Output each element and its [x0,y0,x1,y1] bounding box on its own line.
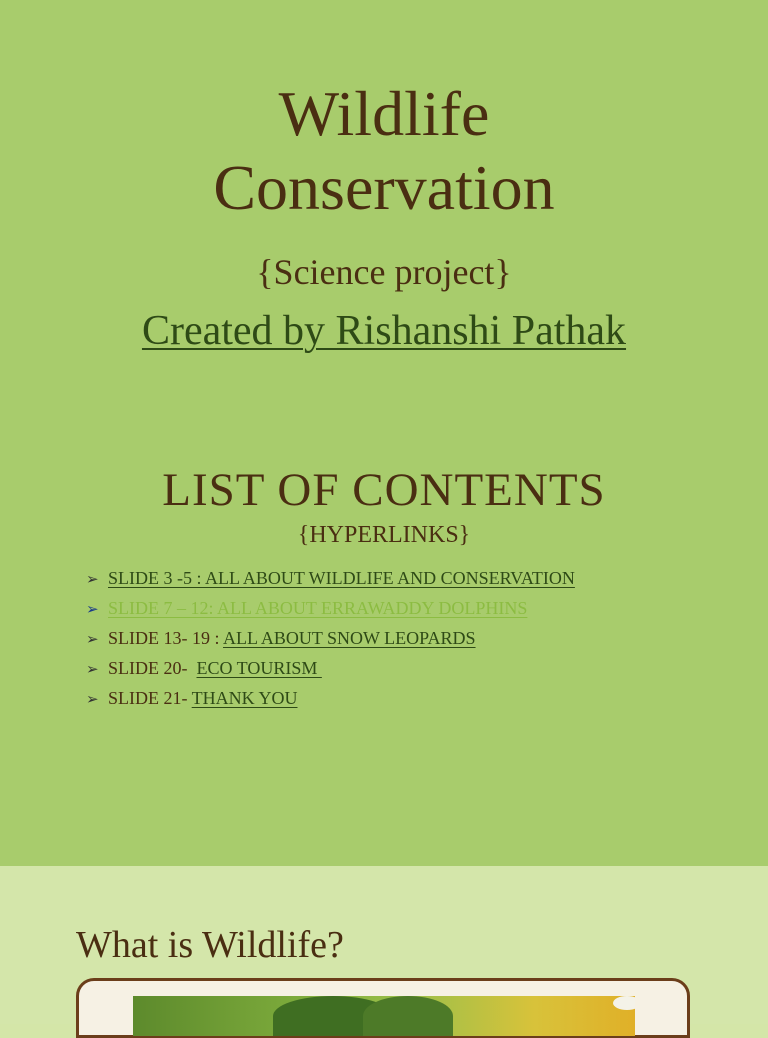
list-item [86,565,746,595]
wildlife-photo [133,996,635,1036]
arrow-bullet-icon: ➢ [86,660,99,678]
flower-shape [613,996,635,1010]
link-slide-3-5[interactable]: SLIDE 3 -5 : ALL ABOUT WILDLIFE AND CONSERVATION [108,568,575,588]
contents-list [86,565,746,715]
arrow-bullet-icon: ➢ [86,570,99,588]
list-item [86,625,746,655]
arrow-bullet-icon: ➢ [86,690,99,708]
arrow-bullet-icon: ➢ [86,630,99,648]
tree-shape [363,996,453,1036]
list-item [86,595,746,625]
link-slide-7-12[interactable]: SLIDE 7 – 12: ALL ABOUT ERRAWADDY DOLPHINS [108,598,528,618]
contents-heading: LIST OF CONTENTS [162,464,606,516]
title-line-2: Conservation [213,152,555,223]
creator-line [0,308,768,354]
item-prefix: SLIDE 21- [108,688,192,708]
item-prefix: SLIDE 20- [108,658,197,678]
item-prefix: SLIDE 13- 19 : [108,628,223,648]
title-line-1: Wildlife [278,78,490,149]
slide-2-title: What is Wildlife? [76,924,344,966]
arrow-bullet-icon: ➢ [86,600,99,618]
link-thank-you[interactable]: THANK YOU [191,688,298,708]
link-eco-tourism[interactable]: ECO TOURISM [196,658,322,678]
subtitle: {Science project} [256,252,512,292]
contents-subheading: {HYPERLINKS} [297,522,471,548]
link-snow-leopards[interactable]: ALL ABOUT SNOW LEOPARDS [223,628,476,648]
list-item [86,655,746,685]
list-item [86,685,746,715]
creator-text[interactable]: Created by Rishanshi Pathak [141,308,627,354]
